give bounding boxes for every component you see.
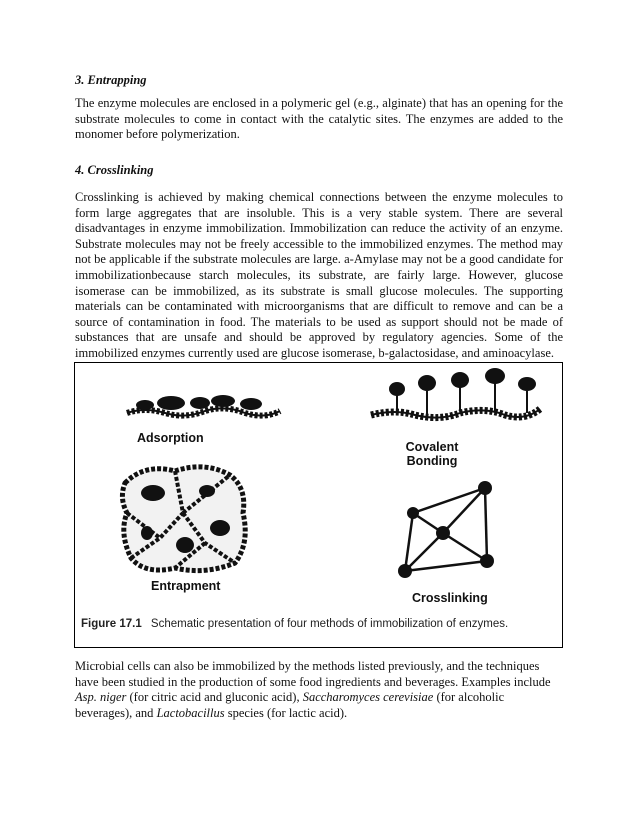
paragraph-line: source of contamination in food. The materials to be used as support should not be made of: [75, 314, 563, 329]
paragraph-line: Crosslinking is achieved by making chemical connections between the enzyme molecules to: [75, 190, 563, 204]
text-lactic-acid: species (for lactic acid).: [224, 705, 348, 720]
crosslinking-diagram: [398, 481, 494, 578]
text-alcoholic: (for alcoholic: [433, 690, 505, 705]
label-bonding: Bonding: [406, 454, 458, 468]
section-heading-entrapping: 3. Entrapping: [75, 73, 147, 87]
species-lactobacillus: Lactobacillus: [156, 705, 225, 720]
paragraph-line: Substrate molecules may not be freely accessible to the immobilized enzymes. The method may: [75, 236, 563, 251]
paragraph-line: substrate molecules to come in contact with the catalytic sites. The enzymes are added to the: [75, 111, 563, 126]
immobilization-figure: [74, 362, 563, 648]
paragraph-microbial-cells: [75, 659, 563, 721]
paragraph-line: immobilized enzymes currently used are glucose isomerase, b-galactosidase, and aminoacylase.: [75, 345, 554, 360]
paragraph-line-species: [75, 706, 563, 722]
covalent-bonding-diagram: [371, 368, 540, 418]
paragraph-line: The enzyme molecules are enclosed in a polymeric gel (e.g., alginate) that has an opening for the: [75, 96, 563, 110]
immobilization-diagram: [75, 363, 561, 613]
paragraph-line: materials can be contaminated with microorganisms that are difficult to remove and can be a: [75, 299, 563, 314]
paragraph-line: form large aggregates that are insoluble. This is a very stable system. There are several: [75, 205, 563, 220]
species-asp-niger: Asp. niger: [75, 690, 127, 705]
label-crosslinking: Crosslinking: [412, 591, 488, 605]
paragraph-line: disadvantages in enzyme immobilization. Immobilization can reduce the activity of an enzyme.: [75, 221, 563, 236]
paragraph-line: substances that are unsafe and should be approved by regulatory agencies. Some of the: [75, 330, 563, 345]
label-adsorption: Adsorption: [137, 431, 204, 445]
figure-number: Figure 17.1: [81, 618, 142, 630]
text-beverages: beverages), and: [75, 705, 157, 720]
paragraph-line: Microbial cells can also be immobilized by the methods listed previously, and the techniques: [75, 659, 540, 673]
paragraph-crosslinking: [75, 190, 563, 362]
figure-caption-text: Schematic presentation of four methods of immobilization of enzymes.: [150, 618, 509, 630]
label-entrapment: Entrapment: [151, 579, 221, 593]
entrapment-diagram: [122, 467, 245, 571]
paragraph-line: isomerase can be immobilized, as its substrate is small glucose molecules. The supporting: [75, 283, 563, 298]
label-covalent: Covalent: [405, 440, 459, 454]
paragraph-line: have been studied in the production of some food ingredients and beverages. Examples include: [75, 674, 551, 689]
paragraph-entrapping: [75, 96, 563, 143]
adsorption-diagram: [127, 395, 280, 416]
text-citric-acid: (for citric acid and gluconic acid),: [126, 690, 303, 705]
paragraph-line: monomer before polymerization.: [75, 127, 240, 142]
paragraph-line-species: [75, 690, 563, 706]
paragraph-line: immobilizationbecause starch molecules, its substrate, are fairly large. However, glucose: [75, 267, 563, 282]
section-heading-crosslinking: 4. Crosslinking: [75, 163, 154, 177]
species-saccharomyces: Saccharomyces cerevisiae: [302, 690, 434, 705]
paragraph-line: not be applicable if the substrate molecules are large. a-Amylase may not be a good candidate for: [75, 252, 563, 267]
figure-caption: [81, 618, 508, 630]
label-covalent-bonding: [397, 440, 467, 468]
